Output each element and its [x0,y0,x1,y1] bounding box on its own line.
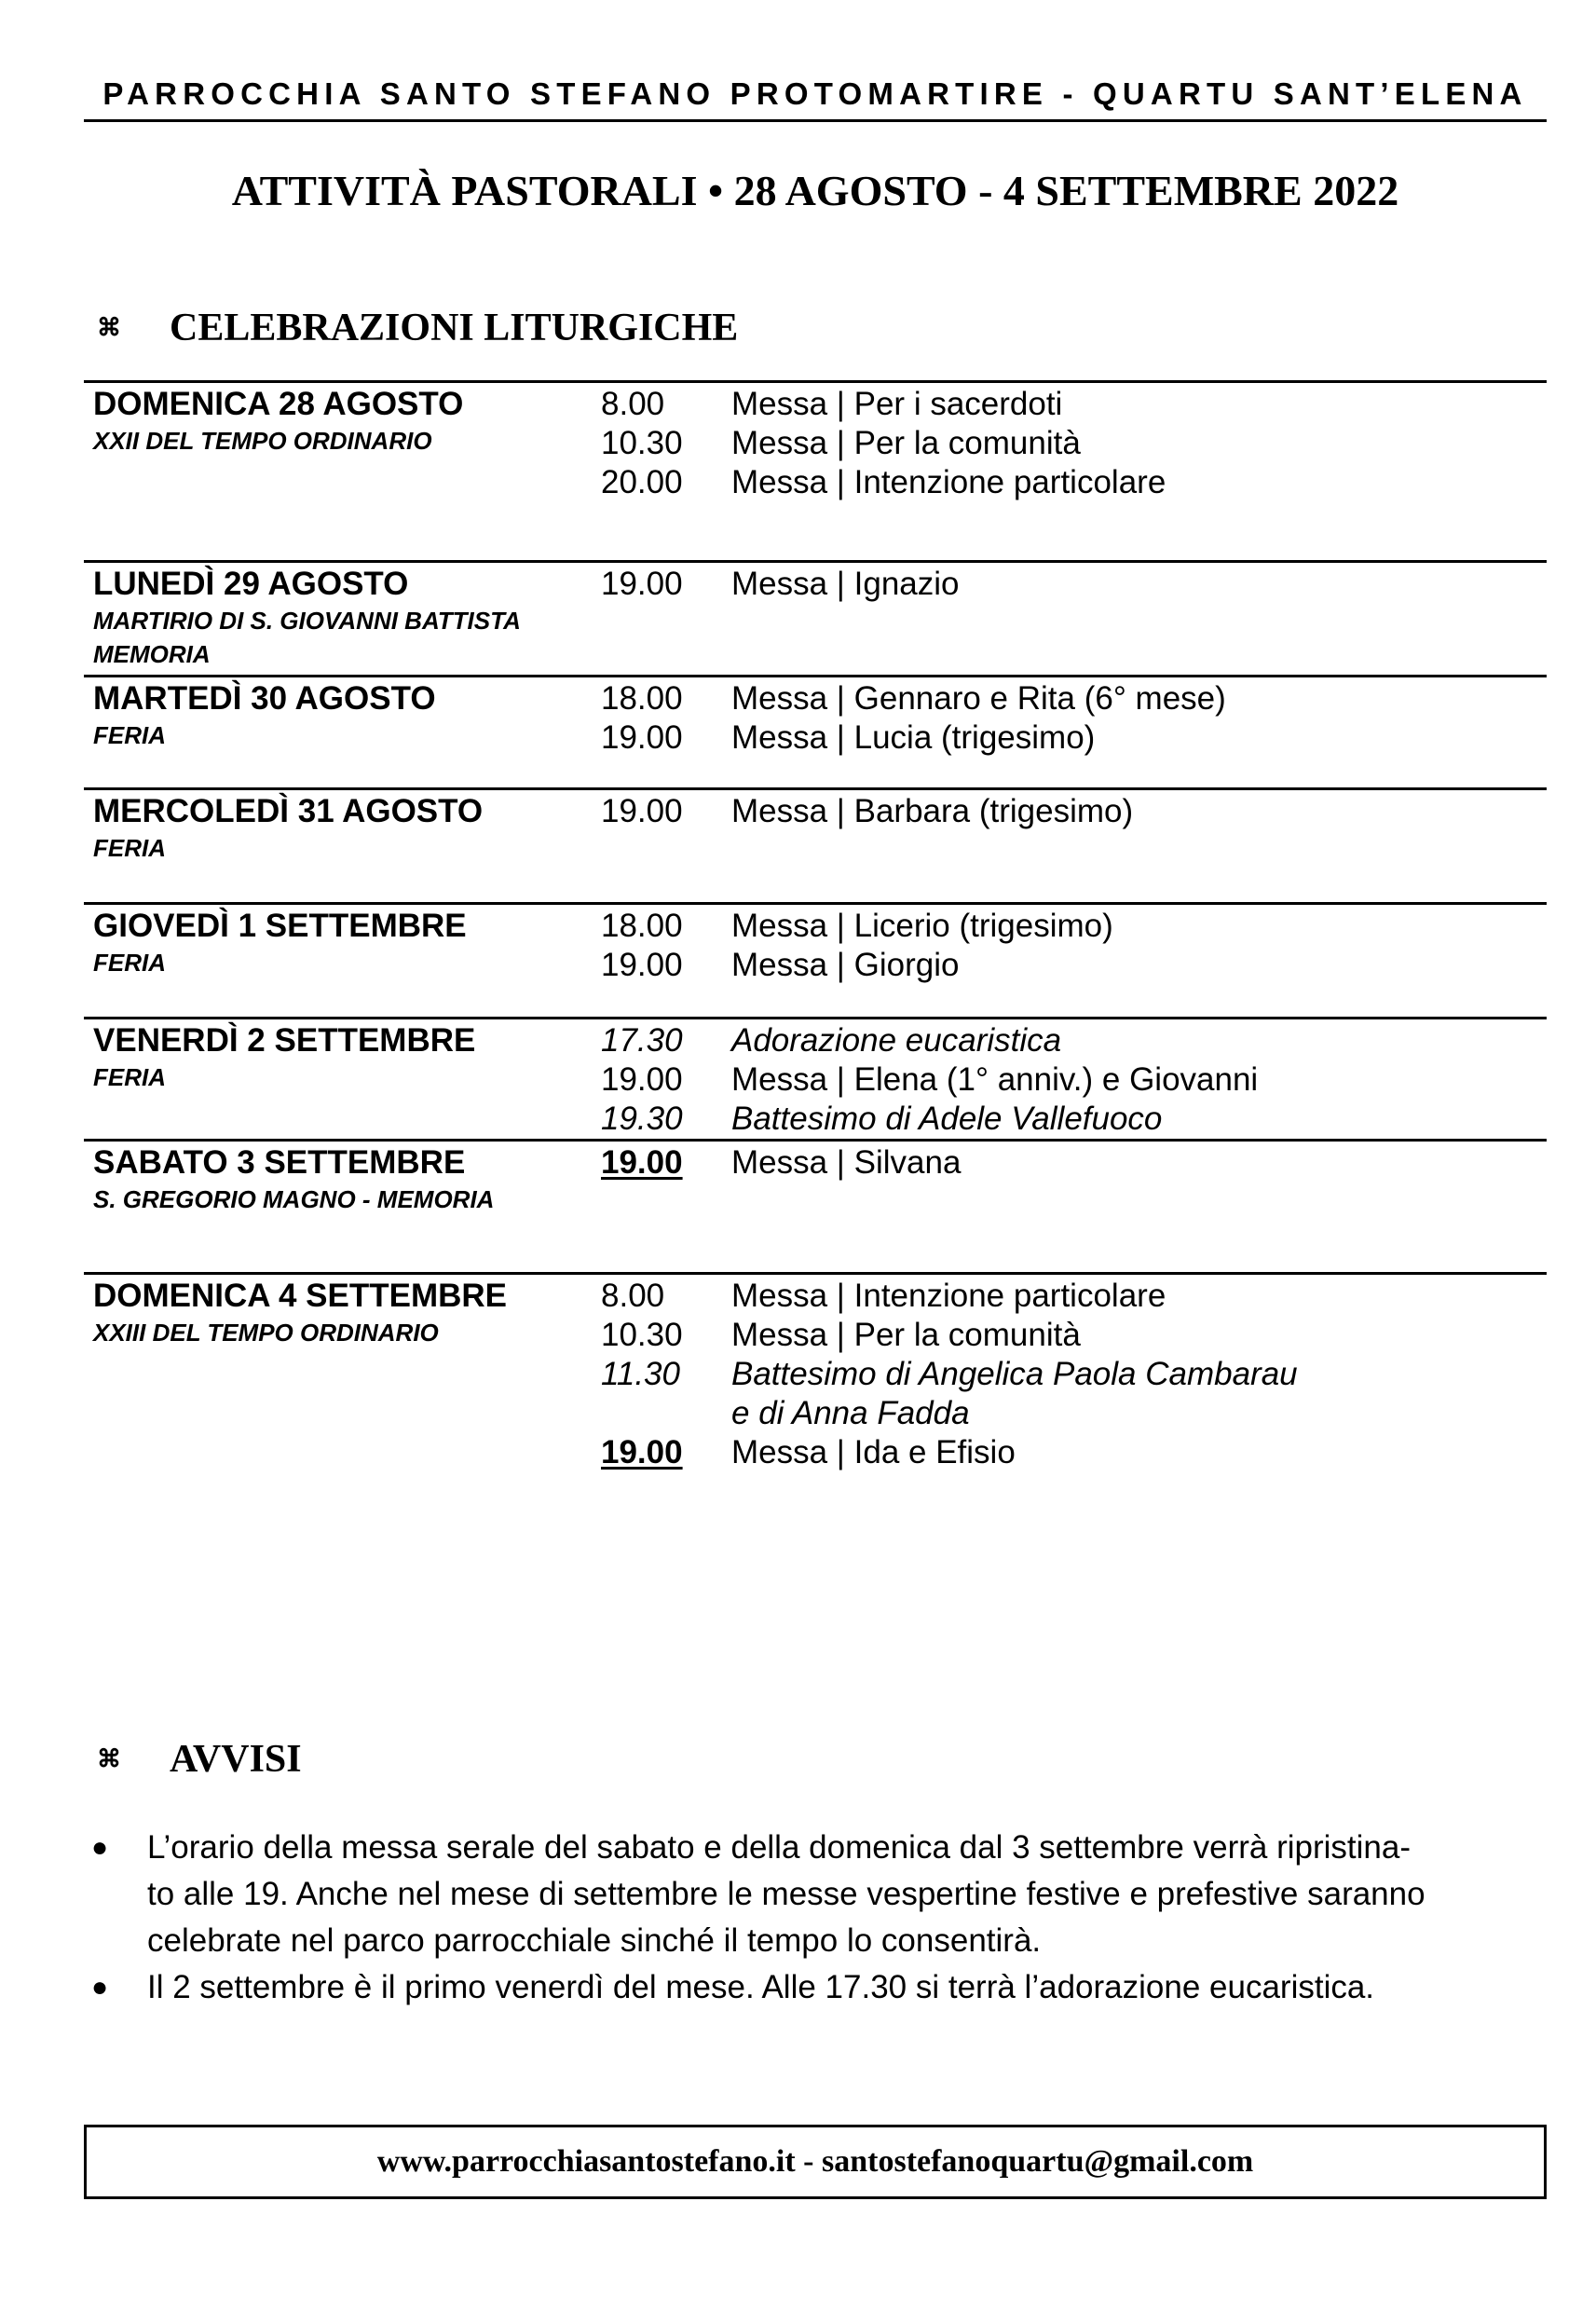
event-row [601,1355,1533,1394]
page-title: ATTIVITÀ PASTORALI • 28 AGOSTO - 4 SETTEMBRE 2022 [231,167,1399,214]
day-liturgy: FERIA [93,949,166,977]
event-time [601,1394,731,1433]
event-description: Messa | Ignazio [731,566,960,602]
section-celebrazioni [93,300,738,356]
day-name: SABATO 3 SETTEMBRE [93,1144,466,1181]
event-time-text: 19.00 [601,566,683,602]
section-avvisi [93,1731,302,1787]
event-row [601,946,1533,985]
day-block [84,902,1547,1017]
event-time-text: 10.30 [601,425,683,461]
day-info [93,565,587,671]
day-name: DOMENICA 28 AGOSTO [93,386,464,422]
event-description: e di Anna Fadda [731,1395,970,1431]
event-description: Messa | Per la comunità [731,425,1081,461]
day-info [93,1021,587,1094]
day-block [84,1139,1547,1272]
day-name: VENERDÌ 2 SETTEMBRE [93,1022,476,1059]
bullet-icon: ● [91,1832,109,1863]
event-time-text: 10.30 [601,1317,683,1353]
day-liturgy: FERIA [93,1063,166,1091]
day-info [93,385,587,458]
event-row [601,385,1533,424]
day-events [601,907,1533,985]
event-time [601,385,731,424]
event-row [601,1394,1533,1433]
event-time [601,565,731,604]
day-block [84,787,1547,902]
day-liturgy: MARTIRIO DI S. GIOVANNI BATTISTA [93,607,521,635]
event-time-text: 19.00 [601,793,683,829]
event-row [601,1100,1533,1139]
event-time-text: 11.30 [601,1356,680,1392]
day-events [601,385,1533,502]
day-info [93,792,587,865]
notice-item [84,1964,1547,2011]
event-time-text: 19.00 [601,1144,683,1181]
event-description: Messa | Silvana [731,1144,962,1181]
day-info [93,1143,587,1216]
day-info [93,1277,587,1349]
event-description: Messa | Per i sacerdoti [731,386,1063,422]
parish-header: PARROCCHIA SANTO STEFANO PROTOMARTIRE - QUARTU SANT’ELENA [102,76,1528,111]
event-description: Battesimo di Adele Vallefuoco [731,1101,1163,1137]
event-description: Messa | Intenzione particolare [731,464,1166,500]
day-liturgy: XXIII DEL TEMPO ORDINARIO [93,1319,439,1347]
event-time-text: 19.00 [601,947,683,983]
event-time-text: 19.00 [601,1061,683,1098]
day-liturgy: FERIA [93,721,166,749]
event-time [601,1277,731,1316]
day-liturgy: S. GREGORIO MAGNO - MEMORIA [93,1185,495,1213]
event-description: Messa | Per la comunità [731,1317,1081,1353]
footer-text: www.parrocchiasantostefano.it - santostefanoquartu@gmail.com [376,2144,1254,2179]
event-description: Messa | Elena (1° anniv.) e Giovanni [731,1061,1259,1098]
event-description: Messa | Intenzione particolare [731,1278,1166,1314]
event-time [601,1355,731,1394]
event-time [601,792,731,831]
day-info [93,679,587,752]
day-name: GIOVEDÌ 1 SETTEMBRE [93,908,467,944]
event-time-text: 8.00 [601,1278,665,1314]
event-time [601,1100,731,1139]
event-description: Messa | Ida e Efisio [731,1434,1016,1470]
header-divider [84,119,1547,122]
event-row [601,907,1533,946]
section-title: AVVISI [170,1738,302,1781]
section-bullet-icon: ⌘ [97,314,121,341]
day-liturgy: FERIA [93,834,166,862]
day-liturgy: MEMORIA [93,640,211,668]
day-name: MARTEDÌ 30 AGOSTO [93,680,436,717]
day-block [84,1017,1547,1139]
event-description: Messa | Barbara (trigesimo) [731,793,1134,829]
day-block [84,560,1547,675]
event-row [601,792,1533,831]
event-row [601,424,1533,463]
event-row [601,565,1533,604]
event-time [601,679,731,718]
event-time [601,424,731,463]
day-events [601,1277,1533,1472]
notice-line: L’orario della messa serale del sabato e della domenica dal 3 settembre verrà ripristina- [147,1829,1411,1866]
event-time [601,463,731,502]
notice-line: celebrate nel parco parrocchiale sinché il tempo lo consentirà. [147,1922,1042,1959]
notice-item [84,1825,1547,1964]
event-row [601,718,1533,758]
day-events [601,792,1533,831]
event-time-text: 8.00 [601,386,665,422]
event-description: Adorazione eucaristica [731,1022,1062,1059]
day-events [601,679,1533,758]
event-row [601,1433,1533,1472]
event-time [601,946,731,985]
event-description: Battesimo di Angelica Paola Cambarau [731,1356,1298,1392]
event-time-text: 18.00 [601,680,683,717]
event-row [601,1316,1533,1355]
day-events [601,1143,1533,1183]
event-row [601,1060,1533,1100]
event-description: Messa | Gennaro e Rita (6° mese) [731,680,1226,717]
event-row [601,1277,1533,1316]
event-time [601,718,731,758]
notice-line: to alle 19. Anche nel mese di settembre le messe vespertine festive e prefestive saranno [147,1876,1425,1912]
day-liturgy: XXII DEL TEMPO ORDINARIO [93,427,432,455]
bullet-icon: ● [91,1972,109,2003]
day-events [601,1021,1533,1139]
event-time [601,907,731,946]
event-time [601,1143,731,1183]
event-time [601,1021,731,1060]
day-name: MERCOLEDÌ 31 AGOSTO [93,793,484,829]
footer-contacts [84,2125,1547,2199]
event-time [601,1316,731,1355]
day-block [84,675,1547,787]
schedule-table [84,380,1547,1480]
event-time-text: 19.30 [601,1101,683,1137]
event-time [601,1060,731,1100]
day-name: DOMENICA 4 SETTEMBRE [93,1278,508,1314]
event-time-text: 20.00 [601,464,683,500]
event-description: Messa | Giorgio [731,947,960,983]
notice-line: Il 2 settembre è il primo venerdì del mese. Alle 17.30 si terrà l’adorazione eucaristica. [147,1969,1375,2005]
event-row [601,1143,1533,1183]
day-events [601,565,1533,604]
event-row [601,463,1533,502]
event-time-text: 19.00 [601,719,683,756]
event-description: Messa | Licerio (trigesimo) [731,908,1113,944]
day-name: LUNEDÌ 29 AGOSTO [93,566,409,602]
day-block [84,380,1547,560]
event-time [601,1433,731,1472]
event-row [601,1021,1533,1060]
event-time-text: 17.30 [601,1022,683,1059]
day-info [93,907,587,979]
event-description: Messa | Lucia (trigesimo) [731,719,1096,756]
event-time-text: 18.00 [601,908,683,944]
day-block [84,1272,1547,1480]
section-bullet-icon: ⌘ [97,1745,121,1772]
notices-list [84,1825,1547,2011]
event-time-text: 19.00 [601,1434,683,1470]
event-row [601,679,1533,718]
section-title: CELEBRAZIONI LITURGICHE [170,307,739,349]
